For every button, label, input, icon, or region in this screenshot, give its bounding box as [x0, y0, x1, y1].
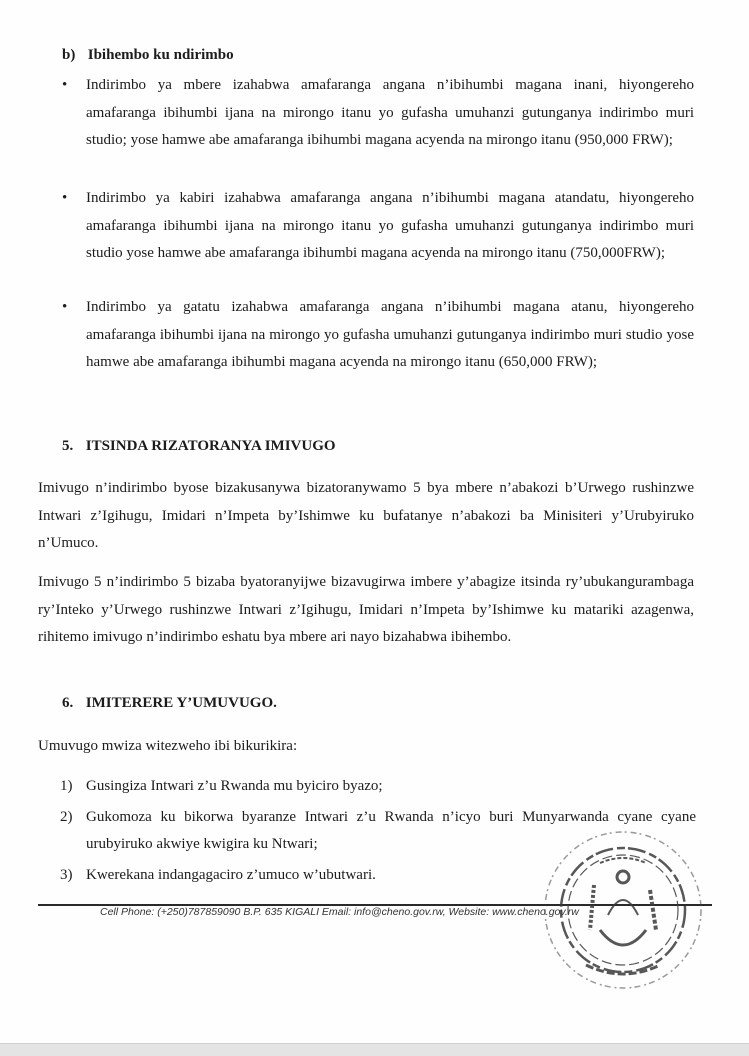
section-5-heading: [62, 438, 336, 455]
subsection-heading: [62, 47, 234, 64]
prize-item-1: [62, 72, 694, 155]
viewer-bottom-bar: [0, 1043, 749, 1056]
prize-text: Indirimbo ya mbere izahabwa amafaranga angana n’ibihumbi magana inani, hiyongereho amafaranga ibihumbi ijana na mirongo itanu yo gufasha umuhanzi gutunganya indirimbo muri studio; yose hamwe abe amafaranga ibihumbi magana acyenda na mirongo itanu (950,000 FRW);: [86, 77, 694, 148]
prize-item-2: [62, 185, 694, 268]
criteria-item-1: [60, 773, 696, 801]
item-text: Gusingiza Intwari z’u Rwanda mu byiciro byazo;: [86, 778, 383, 794]
item-number: 1): [60, 778, 73, 794]
item-number: 3): [60, 866, 73, 883]
section-6-heading: [62, 695, 277, 712]
official-seal-icon: [538, 825, 708, 995]
footer-contact: Cell Phone: (+250)787859090 B.P. 635 KIGALI Email: info@cheno.gov.rw, Website: www.cheno.gov.rw: [100, 906, 579, 918]
subsection-label: b): [62, 47, 76, 63]
bullet-icon: •: [62, 299, 68, 315]
item-number: 2): [60, 808, 73, 825]
section-5-paragraph-2: Imivugo 5 n’indirimbo 5 bizaba byatoranyijwe bizavugirwa imbere y’abagize itsinda ry’ubukangurambaga ry’Inteko y’Urwego rushinzwe Intwari z’Igihugu, Imidari n’Impeta by’Ishimwe ku matariki azagenwa, rihitemo imivugo n’indirimbo eshatu bya mbere ari nayo bizahabwa ibihembo.: [38, 574, 694, 645]
section-6-intro: Umuvugo mwiza witezweho ibi bikurikira:: [38, 738, 298, 754]
section-title: ITSINDA RIZATORANYA IMIVUGO: [85, 438, 336, 454]
section-5-paragraph-1: Imivugo n’indirimbo byose bizakusanywa bizatoranywamo 5 bya mbere n’abakozi b’Urwego rushinzwe Intwari z’Igihugu, Imidari n’Impeta by’Ishimwe ku bufatanye n’abakozi ba Minisiteri y’Urubyiruko n’Umuco.: [38, 480, 694, 551]
item-text: Kwerekana indangagaciro z’umuco w’ubutwari.: [86, 866, 376, 883]
section-number: 5.: [62, 438, 74, 454]
section-title: IMITERERE Y’UMUVUGO.: [85, 695, 277, 711]
prize-text: Indirimbo ya gatatu izahabwa amafaranga angana n’ibihumbi magana atanu, hiyongereho amafaranga ibihumbi ijana na mirongo yo gufasha umuhanzi gutunganya indirimbo muri studio yose hamwe abe amafaranga ibihumbi magana acyenda na mirongo itanu (650,000 FRW);: [86, 299, 694, 370]
prize-item-3: [62, 294, 694, 377]
bullet-icon: •: [62, 190, 68, 206]
subsection-title: Ibihembo ku ndirimbo: [87, 47, 234, 63]
item-text: Gukomoza ku bikorwa byaranze Intwari z’u Rwanda n’icyo buri Munyarwanda cyane cyane urubyiruko akwiye kwigira ku Ntwari;: [86, 808, 696, 852]
bullet-icon: •: [62, 77, 68, 93]
prize-text: Indirimbo ya kabiri izahabwa amafaranga angana n’ibihumbi magana atandatu, hiyongereho amafaranga ibihumbi ijana na mirongo itanu yo gufasha umuhanzi gutunganya indirimbo muri studio yose hamwe abe amafaranga ibihumbi magana acyenda na mirongo itanu (750,000FRW);: [86, 190, 694, 261]
section-number: 6.: [62, 695, 74, 711]
